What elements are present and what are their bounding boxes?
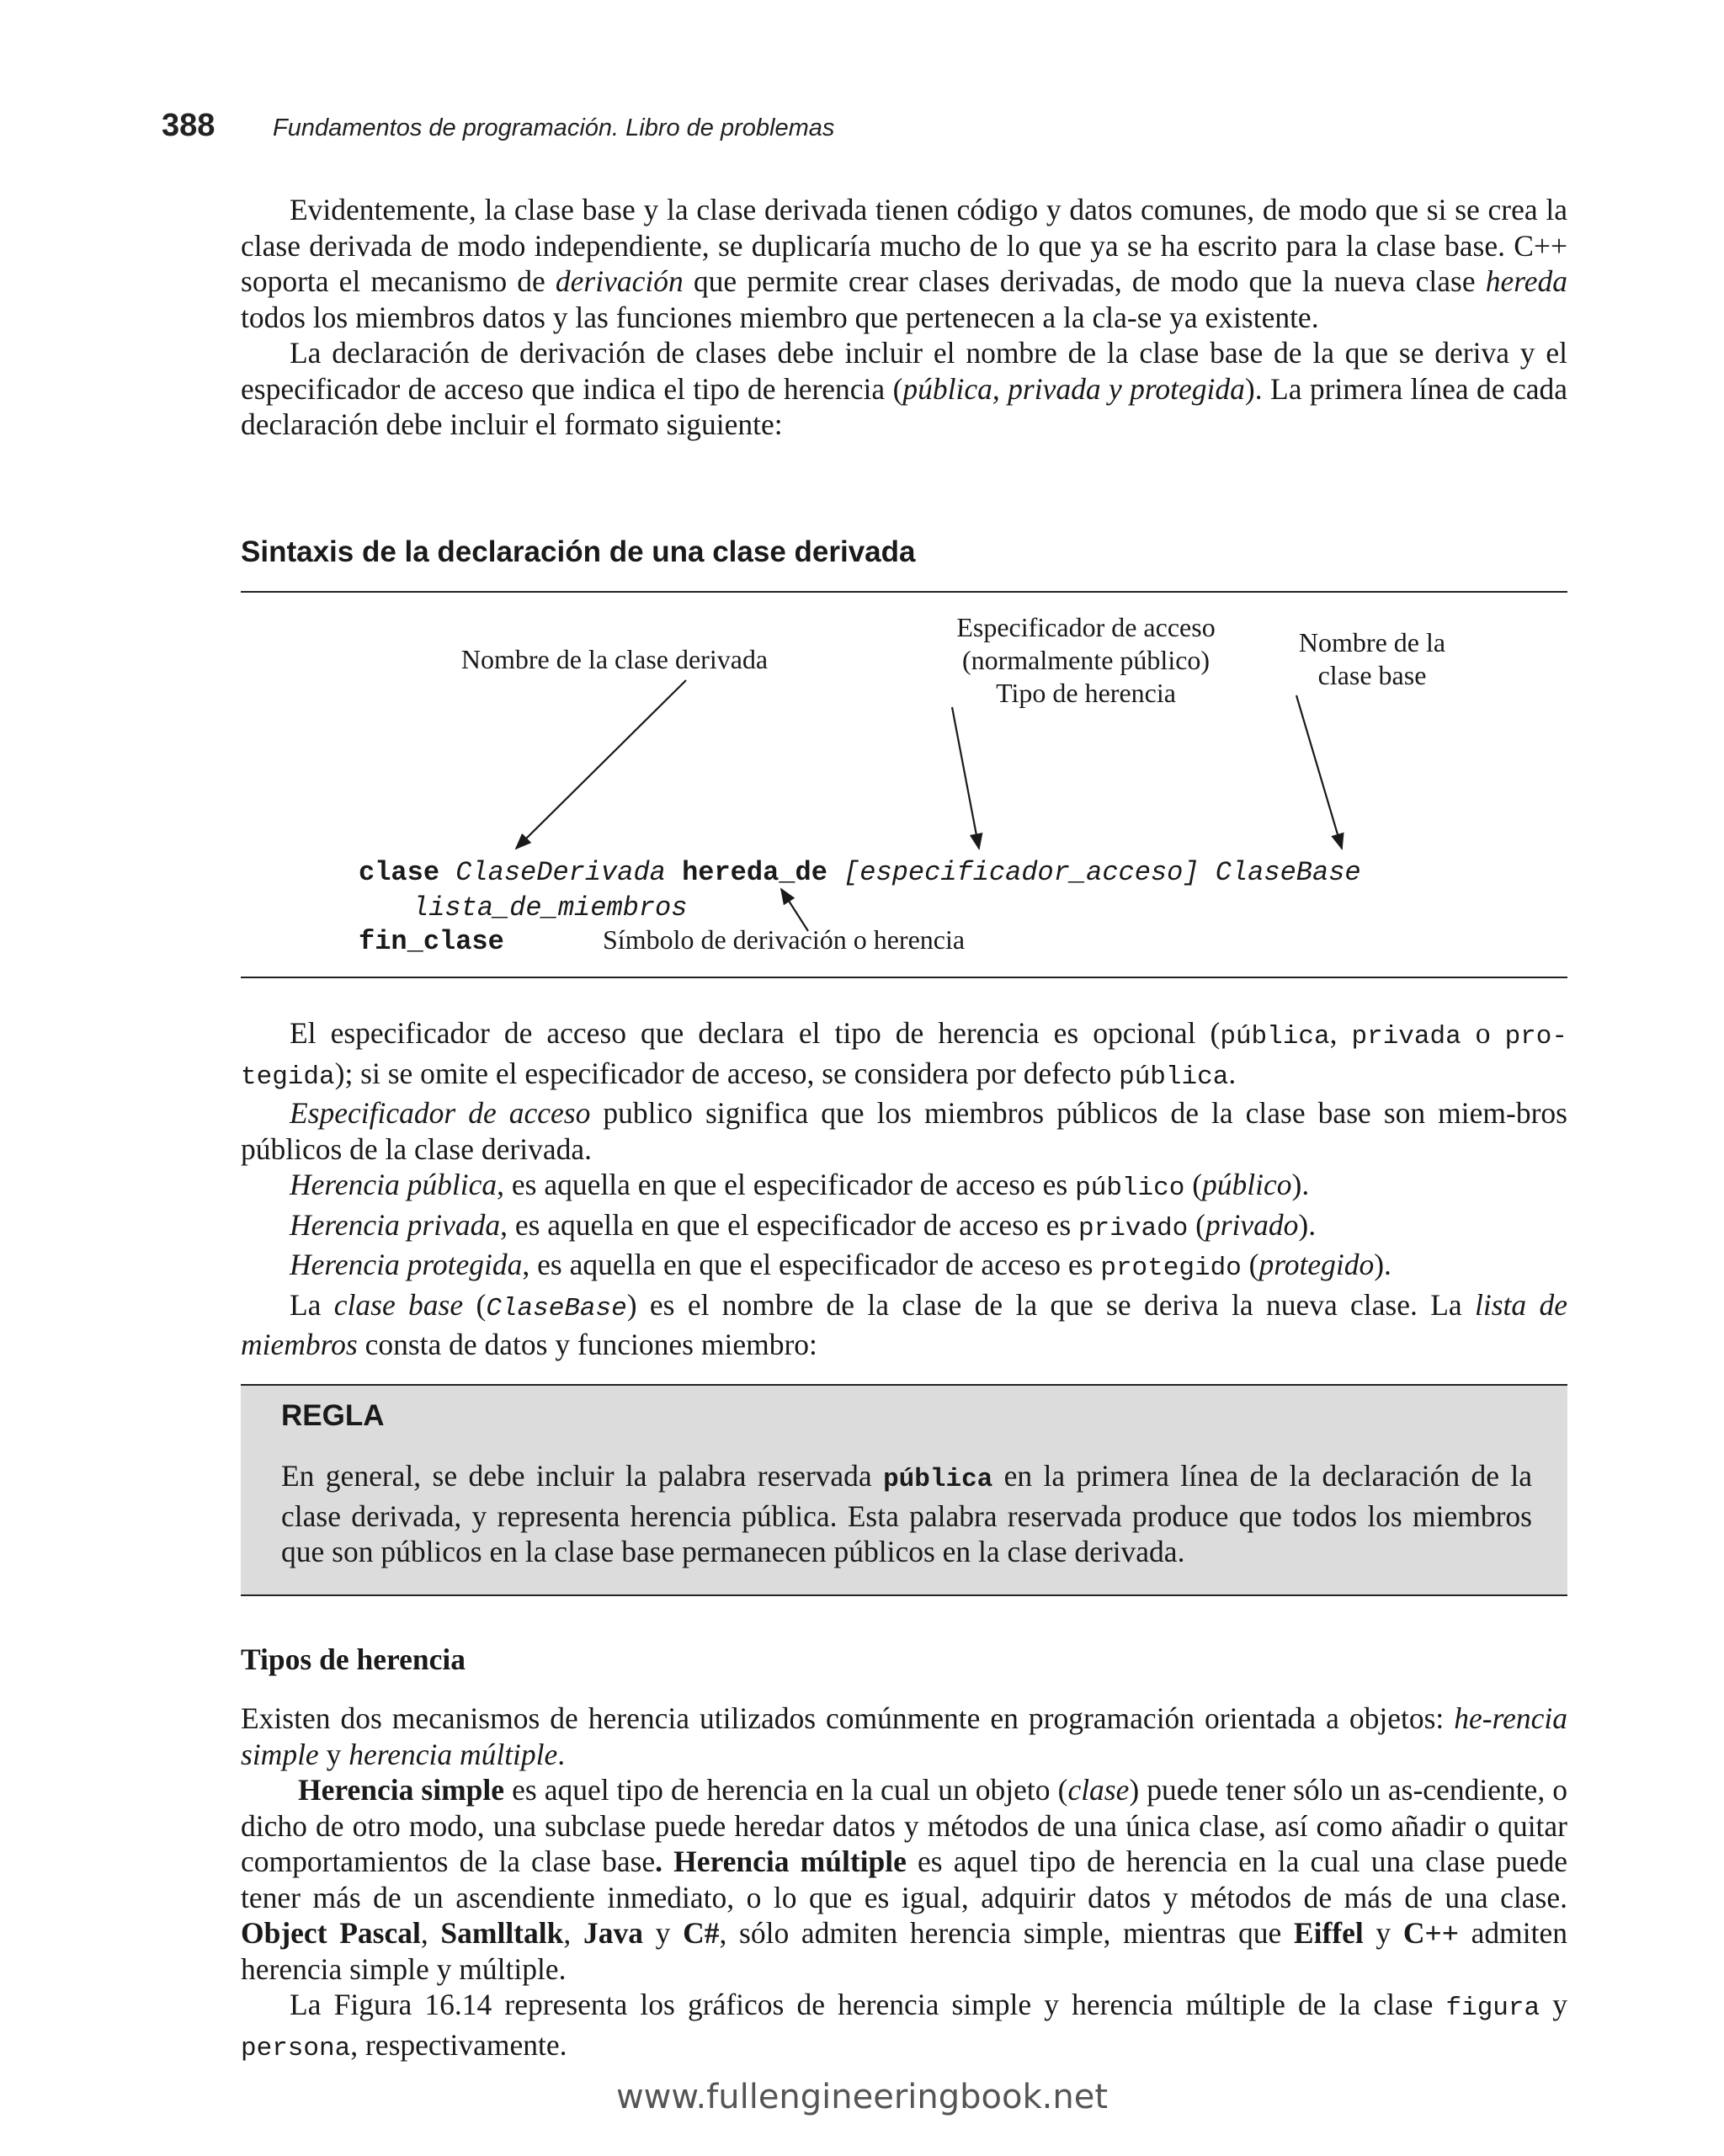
label-line: Especificador de acceso xyxy=(956,612,1216,642)
text-run: o xyxy=(1461,1016,1505,1050)
code-publica: pública xyxy=(1119,1062,1229,1092)
bold-term: . xyxy=(655,1845,663,1878)
emphasis: Herencia pública xyxy=(290,1168,498,1201)
code-privada: privada xyxy=(1351,1022,1461,1051)
text-run: ). La primera línea de cada declaración debe incluir el formato siguiente: xyxy=(241,371,1567,441)
paragraph xyxy=(241,1095,1567,1167)
bold-term: Java xyxy=(583,1916,643,1950)
arrow-to-derived-class xyxy=(516,680,686,849)
placeholder-class-derived: ClaseDerivada xyxy=(455,857,666,888)
types-title: Tipos de herencia xyxy=(241,1642,466,1676)
text-run: ) es el nombre de la clase de la que se deriva la nueva clase. La xyxy=(626,1287,1475,1322)
code-publica-bold: pública xyxy=(883,1465,993,1494)
paragraph xyxy=(241,1207,1567,1248)
text-run: El especificador de acceso que declara el tipo de herencia es opcional ( xyxy=(290,1016,1221,1050)
text-run: , xyxy=(420,1916,441,1950)
paragraph xyxy=(241,1772,1567,1987)
label-derivation-symbol: Símbolo de derivación o herencia xyxy=(603,924,966,955)
paragraph xyxy=(241,1015,1567,1095)
bold-term: Herencia múltiple xyxy=(662,1845,907,1878)
text-run: ( xyxy=(1184,1168,1203,1201)
page-number: 388 xyxy=(162,108,216,143)
emphasis: Herencia privada xyxy=(290,1207,501,1242)
emphasis: clase xyxy=(1067,1773,1130,1807)
keyword-hereda-de: hereda_de xyxy=(682,857,827,888)
bold-term: Samlltalk xyxy=(440,1916,564,1950)
emphasis-hereda: hereda xyxy=(1485,264,1567,298)
text-run: ( xyxy=(1241,1248,1259,1281)
placeholder-access-specifier: [especificador_acceso] xyxy=(843,857,1200,888)
text-run: que permite crear clases derivadas, de modo que la nueva clase xyxy=(683,264,1486,298)
code-line-members xyxy=(412,892,687,924)
emphasis: protegido xyxy=(1258,1248,1375,1281)
label-line: Tipo de herencia xyxy=(996,678,1176,708)
text-run: , respectivamente. xyxy=(350,2027,567,2062)
text-run: ). xyxy=(1291,1168,1310,1201)
text-run: . xyxy=(557,1737,566,1771)
placeholder-class-base: ClaseBase xyxy=(1215,857,1361,888)
rule-text xyxy=(281,1458,1532,1570)
text-run: ); si se omite el especificador de acceso, se considera por defecto xyxy=(334,1056,1120,1090)
text-run: admiten herencia simple y múltiple. xyxy=(241,1916,1568,1986)
code-line-declaration xyxy=(359,857,1361,888)
text-run: y xyxy=(318,1737,349,1771)
footer-url: www.fullengineeringbook.net xyxy=(615,2078,1109,2116)
emphasis: he-rencia simple xyxy=(241,1701,1567,1771)
text-run: , sólo admiten herencia simple, mientras que xyxy=(719,1916,1294,1950)
code-publico: público xyxy=(1075,1174,1185,1203)
emphasis: público xyxy=(1202,1168,1292,1201)
rule-title: REGLA xyxy=(281,1399,385,1432)
text-run: Evidentemente, la clase base y la clase derivada tienen código y datos comunes, de modo que si se crea la clase derivada de modo independiente, se duplicaría mucho de lo que ya se ha escrito para la clase base. C++ soporta el mecanismo de xyxy=(241,193,1567,298)
running-title: Fundamentos de programación. Libro de problemas xyxy=(273,114,835,141)
rule-callout xyxy=(241,1384,1567,1596)
label-line: clase base xyxy=(1317,660,1427,690)
divider xyxy=(241,977,1567,978)
text-run: ) puede tener sólo un as-cendiente, o dicho de otro modo, una subclase puede heredar datos y métodos de una única clase, así como añadir o quitar comportamientos de la clase base xyxy=(241,1773,1568,1878)
emphasis: lista de miembros xyxy=(241,1287,1567,1361)
paragraph xyxy=(241,1701,1567,1772)
emphasis: Herencia protegida xyxy=(290,1248,523,1281)
text-run: consta de datos y funciones miembro: xyxy=(357,1328,817,1361)
text-run: La Figura 16.14 representa los gráficos de herencia simple y herencia múltiple de la clase xyxy=(290,1988,1446,2021)
bold-term: Herencia simple xyxy=(298,1773,505,1807)
text-run: . xyxy=(1228,1056,1237,1090)
code-clasebase: ClaseBase xyxy=(486,1293,627,1323)
emphasis: privado xyxy=(1205,1207,1299,1242)
emphasis-derivacion: derivación xyxy=(555,264,684,298)
bold-term: Eiffel xyxy=(1293,1916,1364,1950)
code-publica: pública xyxy=(1220,1022,1330,1051)
code-figura: figura xyxy=(1445,1994,1540,2023)
bold-term: Object Pascal xyxy=(241,1916,421,1950)
code-protegido: protegido xyxy=(1100,1254,1242,1283)
explanation-text xyxy=(241,1015,1567,1363)
keyword-fin-clase: fin_clase xyxy=(359,926,504,957)
text-run: publico significa que los miembros públicos de la clase base son miem-bros públicos de la clase derivada. xyxy=(241,1096,1567,1166)
text-run: y xyxy=(1363,1916,1403,1950)
label-line: (normalmente público) xyxy=(961,645,1211,675)
placeholder-member-list: lista_de_miembros xyxy=(412,892,688,924)
emphasis: herencia múltiple xyxy=(349,1737,558,1771)
emphasis: clase base xyxy=(333,1287,464,1322)
text-run: En general, se debe incluir la palabra reservada xyxy=(281,1459,884,1493)
text-run: , es aquella en que el especificador de acceso es xyxy=(497,1168,1076,1201)
text-run: todos los miembros datos y las funciones miembro que pertenecen a la cla-se ya existente. xyxy=(241,300,1319,334)
text-run: es aquel tipo de herencia en la cual una clase puede tener más de un ascendiente inmediato, o lo que es igual, adquirir datos y métodos de más de una clase. xyxy=(241,1845,1567,1914)
arrow-to-access-specifier xyxy=(952,707,979,849)
bold-term: C# xyxy=(683,1916,720,1950)
text-run: y xyxy=(1540,1988,1568,2021)
emphasis: pública, privada y protegida xyxy=(902,371,1245,406)
text-run: , es aquella en que el especificador de acceso es xyxy=(522,1248,1101,1281)
bold-term: C++ xyxy=(1402,1916,1459,1950)
text-run: es aquel tipo de herencia en la cual un objeto ( xyxy=(504,1773,1068,1807)
code-protegida: pro-tegida xyxy=(241,1022,1567,1092)
code-privado: privado xyxy=(1078,1213,1189,1243)
emphasis: Especificador de acceso xyxy=(290,1096,591,1130)
text-run: ). xyxy=(1374,1248,1391,1281)
text-run: y xyxy=(642,1916,684,1950)
code-persona: persona xyxy=(241,2033,351,2063)
text-run: ( xyxy=(463,1287,487,1322)
text-run: ). xyxy=(1298,1207,1317,1242)
text-run: La xyxy=(290,1287,334,1322)
text-run: , xyxy=(1329,1016,1352,1050)
keyword-clase: clase xyxy=(359,857,440,888)
text-run: en la primera línea de la declaración de la clase derivada, y representa herencia pública. Esta palabra reservada produce que todos los miembros que son públicos en la clase base permanecen públicos en la clase derivada. xyxy=(281,1459,1532,1568)
text-run: , xyxy=(563,1916,583,1950)
types-text xyxy=(241,1701,1567,2067)
paragraph xyxy=(241,1247,1567,1287)
paragraph xyxy=(241,1987,1567,2067)
text-run: Existen dos mecanismos de herencia utilizados comúnmente en programación orientada a objetos: xyxy=(241,1701,1455,1735)
text-run: La declaración de derivación de clases debe incluir el nombre de la clase base de la que se deriva y el especificador de acceso que indica el tipo de herencia ( xyxy=(241,336,1567,406)
paragraph xyxy=(241,1167,1567,1207)
text-run: ( xyxy=(1188,1207,1205,1242)
code-line-end xyxy=(359,926,504,957)
paragraph xyxy=(241,1287,1567,1363)
syntax-title: Sintaxis de la declaración de una clase derivada xyxy=(241,535,916,568)
label-line: Nombre de la xyxy=(1298,627,1446,657)
label-derived-class: Nombre de la clase derivada xyxy=(460,644,769,674)
text-run: , es aquella en que el especificador de acceso es xyxy=(500,1207,1079,1242)
arrow-to-base-class xyxy=(1296,695,1342,849)
